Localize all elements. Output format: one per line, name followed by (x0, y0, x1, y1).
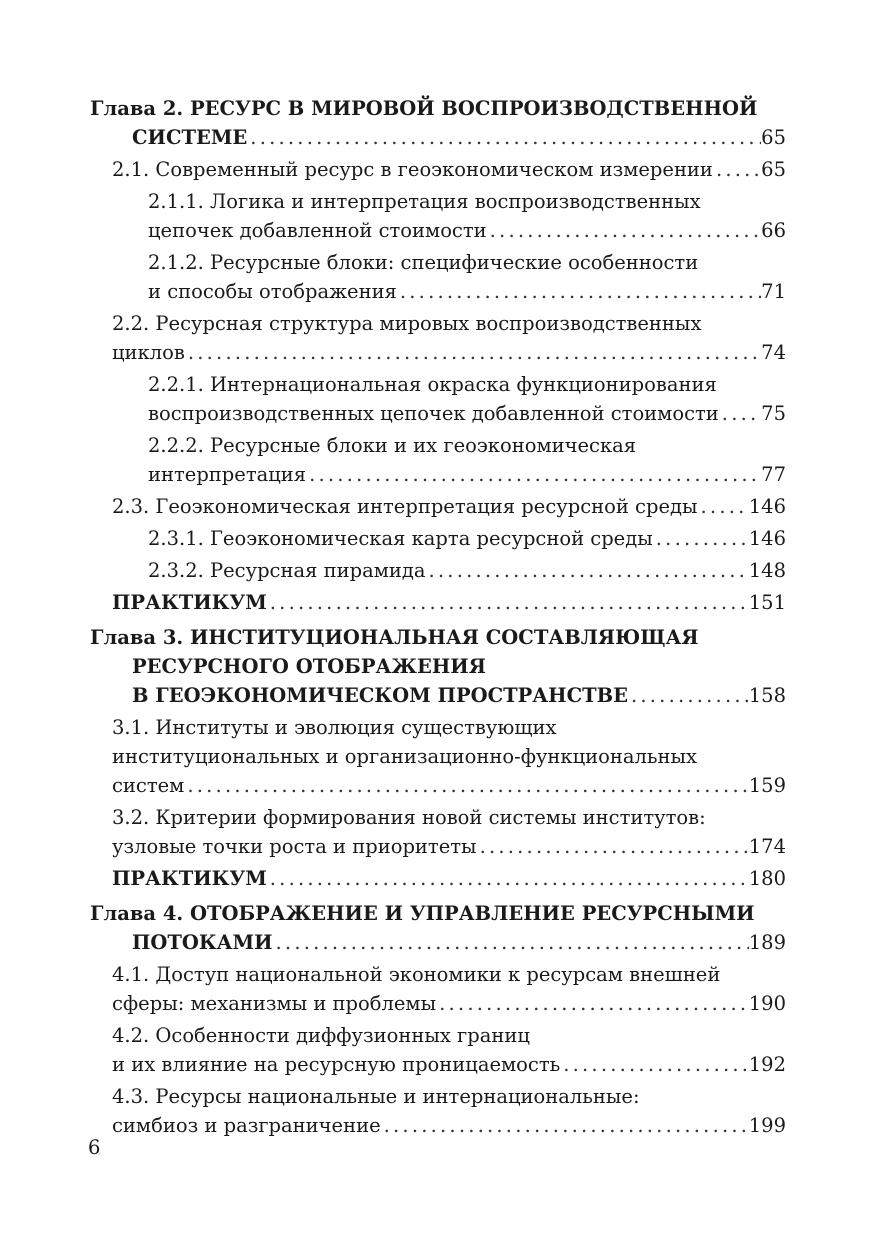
chapter-title-cont: В ГЕОЭКОНОМИЧЕСКОМ ПРОСТРАНСТВЕ (132, 684, 628, 707)
section-title: 2.2.1. Интернациональная окраска функционирования (148, 373, 717, 396)
section-title-cont: и способы отображения (148, 280, 397, 303)
leader-dots (426, 556, 749, 585)
toc-section-4-1[interactable] (90, 960, 786, 1018)
section-title-cont: узловые точки роста и приоритеты (112, 835, 477, 858)
page-ref: 66 (761, 219, 786, 242)
leader-dots (273, 928, 749, 957)
leader-dots (713, 155, 761, 184)
toc-chapter-4[interactable] (90, 899, 786, 957)
chapter-title-cont: СИСТЕМЕ (132, 126, 248, 149)
section-title: 2.1.1. Логика и интерпретация воспроизводственных (148, 190, 701, 213)
leader-dots (436, 989, 749, 1018)
page-ref: 74 (761, 341, 786, 364)
toc-practicum-ch2[interactable] (90, 588, 786, 617)
page-ref: 146 (748, 527, 786, 550)
page-ref: 75 (761, 402, 786, 425)
page-ref: 174 (748, 835, 786, 858)
section-title: 2.1. Современный ресурс в геоэкономическом измерении (112, 158, 713, 181)
toc-chapter-3[interactable] (90, 623, 786, 710)
section-title: 4.1. Доступ национальной экономики к ресурсам внешней (112, 963, 721, 986)
section-title: 2.1.2. Ресурсные блоки: специфические особенности (148, 251, 699, 274)
section-title-cont: воспроизводственных цепочек добавленной стоимости (148, 402, 719, 425)
page-ref: 189 (748, 931, 786, 954)
toc-practicum-ch3[interactable] (90, 864, 786, 893)
toc-subsection-2-1-1[interactable] (90, 187, 786, 245)
toc-section-4-3[interactable] (90, 1082, 786, 1140)
page-ref: 71 (761, 280, 786, 303)
leader-dots (184, 771, 748, 800)
page-ref: 65 (761, 126, 786, 149)
toc-section-2-2[interactable] (90, 309, 786, 367)
page-ref: 190 (748, 992, 786, 1015)
section-title-cont: систем (112, 774, 185, 797)
section-title: 3.2. Критерии формирования новой системы институтов: (112, 806, 706, 829)
leader-dots (397, 277, 761, 306)
section-title: 2.2.2. Ресурсные блоки и их геоэкономическая (148, 434, 637, 457)
page-ref: 77 (761, 463, 786, 486)
section-title: 4.2. Особенности диффузионных границ (112, 1024, 530, 1047)
chapter-title: Глава 4. ОТОБРАЖЕНИЕ И УПРАВЛЕНИЕ РЕСУРСНЫМИ (90, 902, 755, 925)
leader-dots (267, 864, 749, 893)
practicum-title: ПРАКТИКУМ (112, 591, 267, 614)
leader-dots (381, 1111, 749, 1140)
leader-dots (477, 832, 749, 861)
toc-subsection-2-2-2[interactable] (90, 431, 786, 489)
toc-subsection-2-3-1[interactable] (90, 524, 786, 553)
section-title: 2.3.2. Ресурсная пирамида (148, 559, 426, 582)
section-title-cont: циклов (112, 341, 185, 364)
toc-section-3-2[interactable] (90, 803, 786, 861)
page-ref: 65 (761, 158, 786, 181)
page-ref: 146 (748, 495, 786, 518)
section-title: 2.2. Ресурсная структура мировых воспроизводственных (112, 312, 702, 335)
section-title-cont: и их влияние на ресурсную проницаемость (112, 1053, 561, 1076)
leader-dots (267, 588, 749, 617)
leader-dots (487, 216, 762, 245)
toc-chapter-2[interactable] (90, 94, 786, 152)
section-title-cont: сферы: механизмы и проблемы (112, 992, 437, 1015)
chapter-title-cont: РЕСУРСНОГО ОТОБРАЖЕНИЯ (132, 655, 486, 678)
section-title: 3.1. Институты и эволюция существующих (112, 716, 557, 739)
page-ref: 192 (748, 1053, 786, 1076)
toc-section-3-1[interactable] (90, 713, 786, 800)
section-title: 4.3. Ресурсы национальные и интернациональные: (112, 1085, 640, 1108)
page-ref: 159 (748, 774, 786, 797)
section-title-cont: интерпретация (148, 463, 307, 486)
table-of-contents (90, 88, 786, 1143)
section-title: 2.3. Геоэкономическая интерпретация ресурсной среды (112, 495, 698, 518)
leader-dots (698, 492, 749, 521)
practicum-title: ПРАКТИКУМ (112, 867, 267, 890)
chapter-title: Глава 2. РЕСУРС В МИРОВОЙ ВОСПРОИЗВОДСТВЕННОЙ (90, 97, 758, 120)
section-title-cont: симбиоз и разграничение (112, 1114, 381, 1137)
leader-dots (653, 524, 749, 553)
leader-dots (719, 399, 761, 428)
page-ref: 151 (748, 591, 786, 614)
chapter-title-cont: ПОТОКАМИ (132, 931, 273, 954)
page-ref: 158 (748, 684, 786, 707)
chapter-title: Глава 3. ИНСТИТУЦИОНАЛЬНАЯ СОСТАВЛЯЮЩАЯ (90, 626, 699, 649)
leader-dots (247, 123, 761, 152)
toc-subsection-2-1-2[interactable] (90, 248, 786, 306)
leader-dots (185, 338, 761, 367)
leader-dots (628, 681, 749, 710)
page-number: 6 (88, 1136, 101, 1159)
leader-dots (306, 460, 761, 489)
page-ref: 199 (748, 1114, 786, 1137)
toc-section-2-1[interactable] (90, 155, 786, 184)
page-ref: 180 (748, 867, 786, 890)
page-ref: 148 (748, 559, 786, 582)
toc-subsection-2-3-2[interactable] (90, 556, 786, 585)
toc-section-4-2[interactable] (90, 1021, 786, 1079)
toc-subsection-2-2-1[interactable] (90, 370, 786, 428)
section-title-cont: цепочек добавленной стоимости (148, 219, 487, 242)
section-title: 2.3.1. Геоэкономическая карта ресурсной среды (148, 527, 653, 550)
leader-dots (560, 1050, 749, 1079)
toc-section-2-3[interactable] (90, 492, 786, 521)
section-title-cont: институциональных и организационно-функциональных (112, 745, 698, 768)
